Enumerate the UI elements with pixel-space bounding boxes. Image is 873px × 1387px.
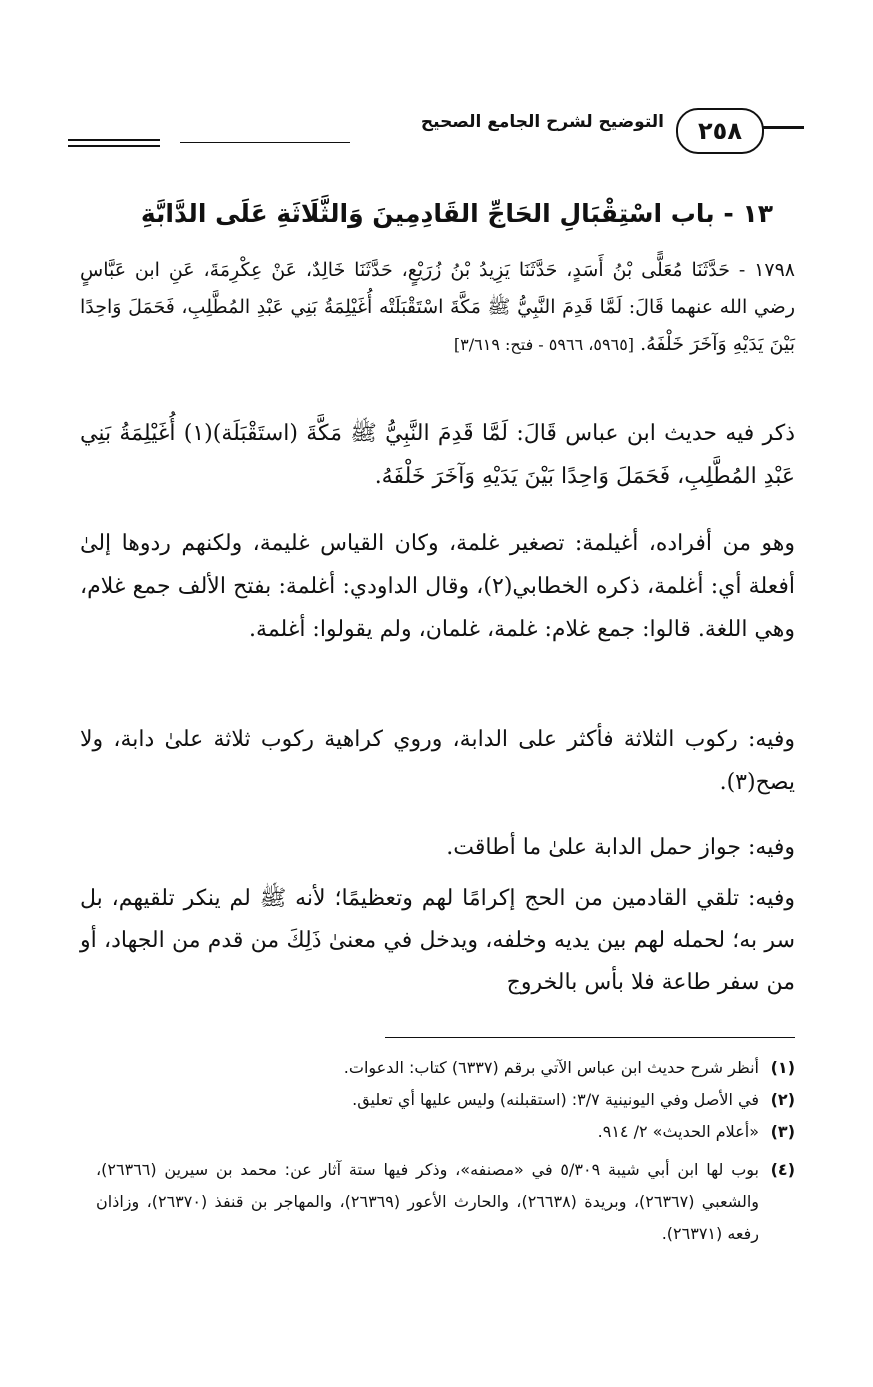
hadith-block (80, 252, 795, 363)
hadith-references: [٥٩٦٥، ٥٩٦٦ - فتح: ٣/٦١٩] (453, 335, 635, 354)
footnote-item (96, 1052, 795, 1084)
running-title: التوضيح لشرح الجامع الصحيح (420, 112, 664, 132)
header-rule-middle (180, 142, 350, 143)
footnote-separator (385, 1037, 795, 1038)
footnote-number: (٤) (770, 1160, 795, 1179)
paragraph-3: وفيه: ركوب الثلاثة فأكثر على الدابة، وروي كراهية ركوب ثلاثة علىٰ دابة، ولا يصح(٣). (80, 727, 795, 795)
page-header (68, 92, 804, 172)
paragraph-5: وفيه: تلقي القادمين من الحج إكرامًا لهم وتعظيمًا؛ لأنه ﷺ لم ينكر تلقيهم، بل سر به؛ لحمله لهم بين يديه وخلفه، ويدخل في معنىٰ ذَلِكَ من قدم من الجهاد، أو من سفر طاعة فلا بأس بالخروج (80, 886, 795, 995)
header-rule-right (762, 126, 804, 129)
footnote-number: (١) (770, 1058, 795, 1077)
paragraph-2: وهو من أفراده، أغيلمة: تصغير غلمة، وكان القياس غليمة، ولكنهم ردوها إلىٰ أفعلة أي: أغلمة، ذكره الخطابي(٢)، وقال الداودي: أغلمة: بفتح الألف جمع غلام، وهي اللغة. قالوا: جمع غلام: غلمة، غلمان، ولم يقولوا: أغلمة. (80, 531, 795, 642)
footnote-item (96, 1084, 795, 1116)
paragraph-4: وفيه: جواز حمل الدابة علىٰ ما أطاقت. (446, 835, 795, 860)
footnote-number: (٣) (770, 1122, 795, 1141)
chapter-heading: ١٣ - باب اسْتِقْبَالِ الحَاجِّ القَادِمِينَ وَالثَّلَاثَةِ عَلَى الدَّابَّةِ (140, 199, 773, 228)
footnote-text: «أعلام الحديث» ٢/ ٩١٤. (597, 1122, 759, 1141)
footnote-text: في الأصل وفي اليونينية ٣/٧: (استقبلنه) وليس عليها أي تعليق. (352, 1090, 759, 1109)
hadith-text: ١٧٩٨ - حَدَّثَنَا مُعَلًّى بْنُ أَسَدٍ، حَدَّثَنَا يَزِيدُ بْنُ زُرَيْعٍ، حَدَّثَنَا خَالِدٌ، عَنْ عِكْرِمَةَ، عَنِ ابن عَبَّاسٍ رضي الله عنهما قَالَ: لَمَّا قَدِمَ النَّبِيُّ ﷺ مَكَّةَ اسْتَقْبَلَتْه أُغَيْلِمَةُ بَنِي عَبْدِ المُطَّلِبِ، فَحَمَلَ وَاحِدًا بَيْنَ يَدَيْهِ وَآخَرَ خَلْفَهُ. (80, 259, 795, 355)
header-rule-left-top (68, 139, 160, 141)
footnote-text: بوب لها ابن أبي شيبة ٥/٣٠٩ في «مصنفه»، وذكر فيها ستة آثار عن: محمد بن سيرين (٢٦٣٦٦)، والشعبي (٢٦٣٦٧)، وبريدة (٢٦٦٣٨)، والحارث الأعور (٢٦٣٦٩)، والمهاجر بن قنفذ (٢٦٣٧٠)، وزاذان رفعه (٢٦٣٧١). (96, 1160, 760, 1243)
footnote-item (96, 1154, 795, 1250)
page-number: ٢٥٨ (676, 108, 764, 154)
paragraph-1: ذكر فيه حديث ابن عباس قَالَ: لَمَّا قَدِمَ النَّبِيُّ ﷺ مَكَّةَ (استَقْبَلَة)(١) أُغَيْلِمَةُ بَنِي عَبْدِ المُطَّلِبِ، فَحَمَلَ وَاحِدًا بَيْنَ يَدَيْهِ وَآخَرَ خَلْفَهُ. (80, 421, 795, 489)
footnotes (96, 1052, 795, 1250)
header-rule-left-bottom (68, 145, 160, 147)
footnote-text: أنظر شرح حديث ابن عباس الآتي برقم (٦٣٣٧) كتاب: الدعوات. (343, 1058, 759, 1077)
footnote-number: (٢) (770, 1090, 795, 1109)
footnote-item (96, 1116, 795, 1148)
